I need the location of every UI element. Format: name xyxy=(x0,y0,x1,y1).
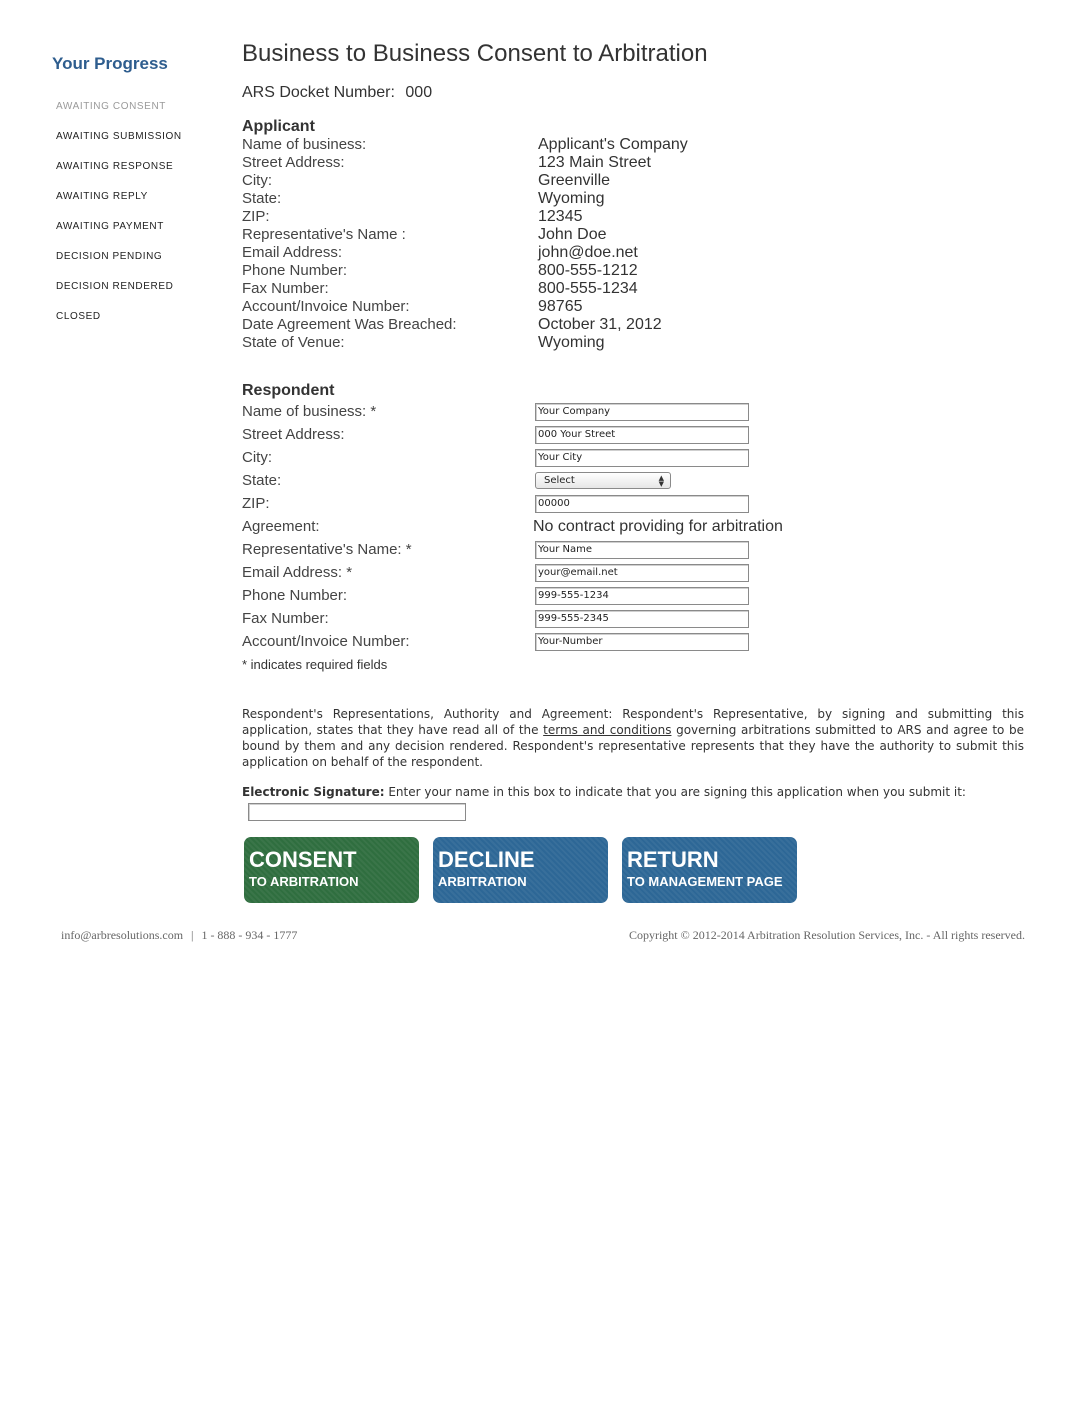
city-label: City: xyxy=(242,449,272,466)
applicant-label: Account/Invoice Number: xyxy=(242,298,410,315)
applicant-label: Name of business: xyxy=(242,136,367,153)
respondent-business-row xyxy=(242,400,1032,423)
respondent-account-row xyxy=(242,630,1032,653)
footer-contact xyxy=(61,928,297,943)
applicant-row xyxy=(242,226,1032,244)
account-number-input[interactable] xyxy=(535,633,749,651)
street-address-label: Street Address: xyxy=(242,426,345,443)
applicant-row xyxy=(242,208,1032,226)
applicant-label: Street Address: xyxy=(242,154,345,171)
progress-step-awaiting-submission: AWAITING SUBMISSION xyxy=(56,131,182,142)
applicant-value: 800-555-1212 xyxy=(538,262,638,279)
applicant-value: Applicant's Company xyxy=(538,136,688,153)
select-arrows-icon: ▲ ▼ xyxy=(658,473,664,488)
applicant-row xyxy=(242,262,1032,280)
respondent-email-row xyxy=(242,561,1032,584)
zip-input[interactable] xyxy=(535,495,749,513)
applicant-value: 800-555-1234 xyxy=(538,280,638,297)
progress-step-awaiting-response: AWAITING RESPONSE xyxy=(56,161,174,172)
signature-label: Electronic Signature: xyxy=(242,785,385,799)
applicant-label: Date Agreement Was Breached: xyxy=(242,316,457,333)
progress-step-decision-rendered: DECISION RENDERED xyxy=(56,281,174,292)
respondent-fax-row xyxy=(242,607,1032,630)
agreement-label: Agreement: xyxy=(242,518,320,535)
applicant-row xyxy=(242,280,1032,298)
email-address-label: Email Address: * xyxy=(242,564,353,581)
agreement-value: No contract providing for arbitration xyxy=(533,517,783,535)
business-name-input[interactable] xyxy=(535,403,749,421)
applicant-heading: Applicant xyxy=(242,118,315,135)
docket-label: ARS Docket Number: xyxy=(242,84,395,101)
decline-button[interactable] xyxy=(433,837,608,903)
applicant-value: 12345 xyxy=(538,208,583,225)
respondent-city-row xyxy=(242,446,1032,469)
footer-email[interactable]: info@arbresolutions.com xyxy=(61,928,184,942)
state-selected-value: Select xyxy=(544,475,575,486)
applicant-value: Greenville xyxy=(538,172,611,189)
applicant-row xyxy=(242,136,1032,154)
page-title: Business to Business Consent to Arbitration xyxy=(242,40,708,67)
business-name-label: Name of business: * xyxy=(242,403,377,420)
action-buttons xyxy=(244,837,1032,903)
representative-name-label: Representative's Name: * xyxy=(242,541,412,558)
progress-step-decision-pending: DECISION PENDING xyxy=(56,251,163,262)
applicant-row xyxy=(242,334,1032,352)
return-button-main: RETURN xyxy=(627,847,719,872)
signature-input[interactable] xyxy=(248,803,466,821)
footer xyxy=(61,928,1025,943)
progress-step-awaiting-payment: AWAITING PAYMENT xyxy=(56,221,164,232)
respondent-agreement-row xyxy=(242,515,1032,538)
consent-button-main: CONSENT xyxy=(249,847,357,872)
respondent-phone-row xyxy=(242,584,1032,607)
applicant-value: 123 Main Street xyxy=(538,154,651,171)
respondent-street-row xyxy=(242,423,1032,446)
fax-number-label: Fax Number: xyxy=(242,610,329,627)
footer-copyright: Copyright © 2012-2014 Arbitration Resolution Services, Inc. - All rights reserved. xyxy=(628,928,1025,942)
progress-sidebar xyxy=(52,54,222,332)
zip-label: ZIP: xyxy=(242,495,270,512)
state-select[interactable] xyxy=(535,472,671,489)
respondent-heading: Respondent xyxy=(242,382,335,399)
progress-step-awaiting-reply: AWAITING REPLY xyxy=(56,191,148,202)
applicant-section xyxy=(242,118,1032,352)
fax-number-input[interactable] xyxy=(535,610,749,628)
docket-number xyxy=(242,84,1032,102)
sidebar-title: Your Progress xyxy=(52,54,168,73)
representation-intro: Respondent's Representations, Authority and Agreement: Respondent's Representative, by signing and submitting this application, states that they have read all of the xyxy=(242,707,1024,737)
applicant-label: City: xyxy=(242,172,272,189)
required-fields-note: * indicates required fields xyxy=(242,657,388,672)
applicant-value: October 31, 2012 xyxy=(538,316,662,333)
signature-instructions: Enter your name in this box to indicate that you are signing this application when you submit it: xyxy=(384,785,966,799)
applicant-label: Email Address: xyxy=(242,244,343,261)
consent-button-sub: TO ARBITRATION xyxy=(249,874,359,889)
applicant-label: Phone Number: xyxy=(242,262,348,279)
respondent-rep-row xyxy=(242,538,1032,561)
docket-value: 000 xyxy=(405,84,433,101)
applicant-row xyxy=(242,316,1032,334)
applicant-value: John Doe xyxy=(538,226,607,243)
applicant-value: 98765 xyxy=(538,298,583,315)
applicant-row xyxy=(242,154,1032,172)
applicant-label: State of Venue: xyxy=(242,334,345,351)
applicant-label: State: xyxy=(242,190,282,207)
progress-step-awaiting-consent: AWAITING CONSENT xyxy=(56,101,166,112)
applicant-row xyxy=(242,244,1032,262)
return-button-sub: TO MANAGEMENT PAGE xyxy=(627,874,783,889)
applicant-row xyxy=(242,298,1032,316)
representative-name-input[interactable] xyxy=(535,541,749,559)
electronic-signature xyxy=(242,783,1024,821)
main-content xyxy=(242,40,1032,903)
footer-phone: 1 - 888 - 934 - 1777 xyxy=(201,928,298,942)
decline-button-sub: ARBITRATION xyxy=(438,874,527,889)
respondent-zip-row xyxy=(242,492,1032,515)
applicant-label: Representative's Name : xyxy=(242,226,406,243)
respondent-state-row xyxy=(242,469,1032,492)
account-number-label: Account/Invoice Number: xyxy=(242,633,410,650)
applicant-label: Fax Number: xyxy=(242,280,329,297)
progress-step-closed: CLOSED xyxy=(56,311,101,322)
city-input[interactable] xyxy=(535,449,749,467)
applicant-row xyxy=(242,172,1032,190)
phone-number-input[interactable] xyxy=(535,587,749,605)
street-address-input[interactable] xyxy=(535,426,749,444)
representation-text xyxy=(242,706,1024,770)
footer-separator: | xyxy=(191,928,194,942)
applicant-label: ZIP: xyxy=(242,208,270,225)
state-label: State: xyxy=(242,472,282,489)
applicant-row xyxy=(242,190,1032,208)
respondent-section xyxy=(242,382,1032,672)
decline-button-main: DECLINE xyxy=(438,847,535,872)
terms-and-conditions-link[interactable]: terms and conditions xyxy=(543,723,672,737)
consent-button[interactable] xyxy=(244,837,419,903)
email-address-input[interactable] xyxy=(535,564,749,582)
representation-rest: governing arbitrations submitted to ARS and agree to be bound by them and any decision rendered. Respondent's representative represents that they have the authority to submit this application on behalf of the respondent. xyxy=(242,723,1024,769)
applicant-value: Wyoming xyxy=(538,334,605,351)
applicant-value: john@doe.net xyxy=(538,244,638,261)
applicant-value: Wyoming xyxy=(538,190,605,207)
phone-number-label: Phone Number: xyxy=(242,587,348,604)
progress-steps xyxy=(52,92,222,332)
return-button[interactable] xyxy=(622,837,797,903)
